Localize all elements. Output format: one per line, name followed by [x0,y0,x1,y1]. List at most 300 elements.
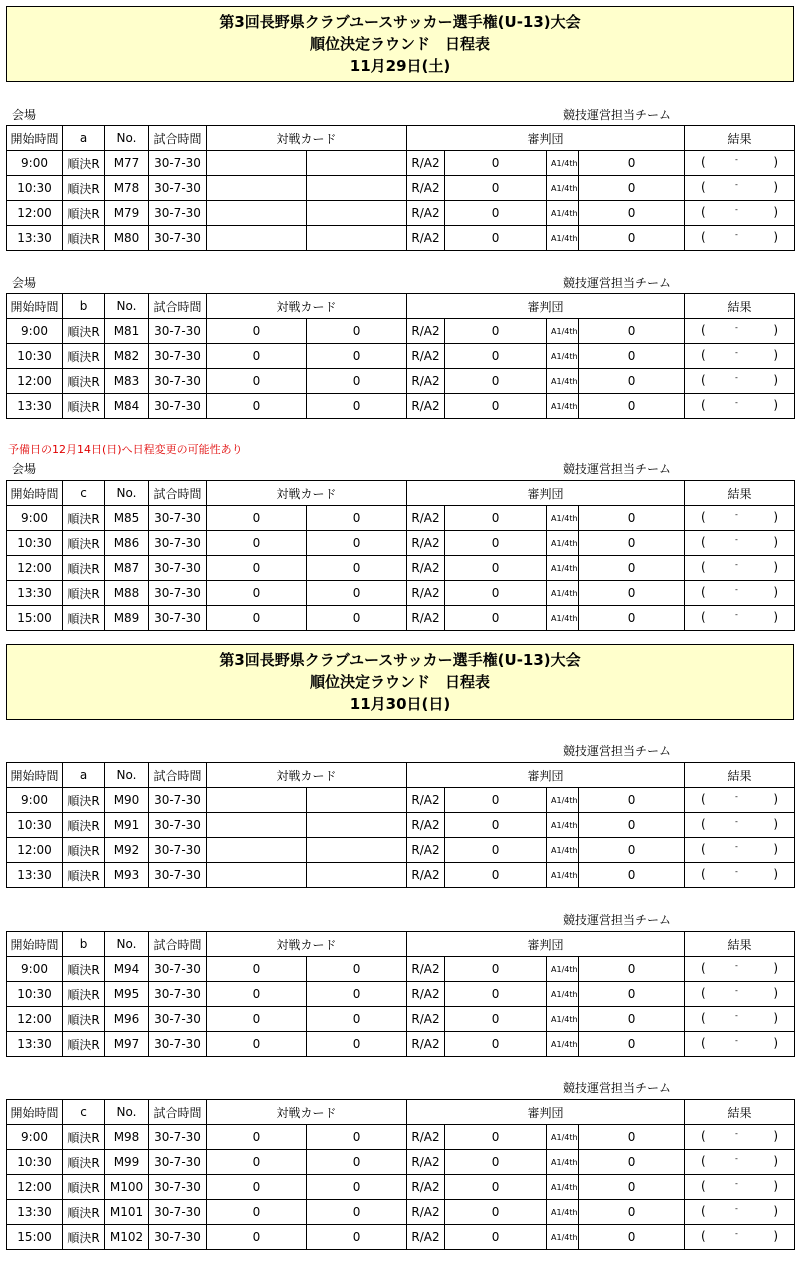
header-group: b [63,294,105,319]
result-dash: - [735,1229,738,1238]
referee-label: R/A2 [407,813,445,838]
referee-label: R/A2 [407,1175,445,1200]
schedule-table [6,931,795,1057]
start-time: 9:00 [7,1125,63,1150]
start-time: 9:00 [7,957,63,982]
result-close: ) [773,230,779,244]
duty-team-label: 競技運営担当チーム [563,1081,672,1095]
round-label: 順決R [63,581,105,606]
result-close: ) [773,510,779,524]
result-close: ) [773,610,779,624]
match-result [685,226,795,251]
table-row [7,369,795,394]
table-row [7,394,795,419]
table-row [7,344,795,369]
assistant-label: A1/4th [547,1225,579,1250]
team-2: 0 [307,606,407,631]
referee-value: 0 [445,813,547,838]
result-open: ( [701,1011,706,1025]
referee-value: 0 [445,1225,547,1250]
match-duration: 30-7-30 [149,813,207,838]
result-open: ( [701,1036,706,1050]
assistant-value: 0 [579,957,685,982]
referee-value: 0 [445,788,547,813]
result-close: ) [773,986,779,1000]
start-time: 15:00 [7,1225,63,1250]
result-dash: - [735,398,738,407]
day1-title-banner [6,6,794,82]
result-open: ( [701,560,706,574]
team-1: 0 [207,319,307,344]
match-duration: 30-7-30 [149,506,207,531]
start-time: 9:00 [7,788,63,813]
assistant-value: 0 [579,813,685,838]
round-label: 順決R [63,863,105,888]
header-result: 結果 [685,932,795,957]
match-result [685,1125,795,1150]
team-2: 0 [307,957,407,982]
result-close: ) [773,585,779,599]
assistant-value: 0 [579,319,685,344]
start-time: 9:00 [7,506,63,531]
header-match-no: No. [105,1100,149,1125]
result-dash: - [735,1036,738,1045]
match-number: M85 [105,506,149,531]
match-result [685,1200,795,1225]
team-2 [307,838,407,863]
referee-value: 0 [445,226,547,251]
result-dash: - [735,348,738,357]
team-2: 0 [307,531,407,556]
match-result [685,982,795,1007]
result-close: ) [773,1229,779,1243]
result-open: ( [701,230,706,244]
result-open: ( [701,510,706,524]
team-1: 0 [207,1032,307,1057]
reschedule-note: 予備日の12月14日(日)へ日程変更の可能性あり [8,443,243,456]
result-dash: - [735,610,738,619]
header-referees: 審判団 [407,481,685,506]
referee-value: 0 [445,151,547,176]
result-close: ) [773,1204,779,1218]
table-row [7,1150,795,1175]
start-time: 13:30 [7,1200,63,1225]
start-time: 12:00 [7,556,63,581]
header-duration: 試合時間 [149,126,207,151]
referee-value: 0 [445,606,547,631]
match-result [685,201,795,226]
table-row [7,1007,795,1032]
team-2: 0 [307,506,407,531]
referee-value: 0 [445,1150,547,1175]
header-result: 結果 [685,126,795,151]
match-number: M80 [105,226,149,251]
header-duration: 試合時間 [149,1100,207,1125]
result-open: ( [701,155,706,169]
start-time: 13:30 [7,1032,63,1057]
match-result [685,506,795,531]
result-open: ( [701,1229,706,1243]
header-result: 結果 [685,294,795,319]
schedule-table [6,1099,795,1250]
header-result: 結果 [685,1100,795,1125]
referee-value: 0 [445,556,547,581]
header-start-time: 開始時間 [7,481,63,506]
referee-value: 0 [445,1175,547,1200]
match-number: M89 [105,606,149,631]
header-group: b [63,932,105,957]
assistant-label: A1/4th [547,319,579,344]
result-open: ( [701,398,706,412]
referee-value: 0 [445,531,547,556]
header-referees: 審判団 [407,932,685,957]
result-dash: - [735,1011,738,1020]
result-dash: - [735,1204,738,1213]
result-dash: - [735,961,738,970]
start-time: 13:30 [7,394,63,419]
round-label: 順決R [63,369,105,394]
result-close: ) [773,180,779,194]
start-time: 9:00 [7,319,63,344]
header-row [7,1100,795,1125]
round-label: 順決R [63,1200,105,1225]
table-row [7,581,795,606]
assistant-label: A1/4th [547,394,579,419]
table-row [7,863,795,888]
referee-value: 0 [445,838,547,863]
match-number: M82 [105,344,149,369]
table-row [7,201,795,226]
referee-value: 0 [445,1200,547,1225]
result-dash: - [735,155,738,164]
result-dash: - [735,510,738,519]
start-time: 10:30 [7,344,63,369]
round-label: 順決R [63,176,105,201]
referee-label: R/A2 [407,1032,445,1057]
result-open: ( [701,205,706,219]
table-row [7,556,795,581]
header-match-no: No. [105,481,149,506]
team-2: 0 [307,982,407,1007]
team-1 [207,788,307,813]
match-duration: 30-7-30 [149,1175,207,1200]
assistant-label: A1/4th [547,1007,579,1032]
referee-label: R/A2 [407,151,445,176]
schedule-table [6,762,795,888]
team-2: 0 [307,394,407,419]
assistant-value: 0 [579,176,685,201]
team-2: 0 [307,1007,407,1032]
match-duration: 30-7-30 [149,394,207,419]
referee-label: R/A2 [407,394,445,419]
referee-label: R/A2 [407,1225,445,1250]
result-dash: - [735,205,738,214]
round-label: 順決R [63,1007,105,1032]
referee-value: 0 [445,1125,547,1150]
assistant-label: A1/4th [547,344,579,369]
result-close: ) [773,1179,779,1193]
result-open: ( [701,1179,706,1193]
header-match-no: No. [105,932,149,957]
result-dash: - [735,560,738,569]
result-open: ( [701,1129,706,1143]
referee-label: R/A2 [407,1150,445,1175]
match-duration: 30-7-30 [149,226,207,251]
team-1: 0 [207,1007,307,1032]
round-label: 順決R [63,1225,105,1250]
result-close: ) [773,1011,779,1025]
referee-label: R/A2 [407,531,445,556]
table-row [7,1225,795,1250]
match-duration: 30-7-30 [149,838,207,863]
header-duration: 試合時間 [149,932,207,957]
assistant-label: A1/4th [547,176,579,201]
result-open: ( [701,348,706,362]
match-number: M98 [105,1125,149,1150]
team-1: 0 [207,982,307,1007]
team-1 [207,813,307,838]
result-dash: - [735,817,738,826]
match-number: M99 [105,1150,149,1175]
venue-label: 会場 [12,462,37,476]
match-result [685,319,795,344]
header-referees: 審判団 [407,763,685,788]
match-number: M100 [105,1175,149,1200]
team-2 [307,813,407,838]
match-number: M81 [105,319,149,344]
match-result [685,838,795,863]
team-2: 0 [307,344,407,369]
team-1: 0 [207,606,307,631]
referee-value: 0 [445,344,547,369]
team-1 [207,863,307,888]
team-1: 0 [207,1200,307,1225]
assistant-label: A1/4th [547,1125,579,1150]
assistant-label: A1/4th [547,226,579,251]
referee-label: R/A2 [407,957,445,982]
match-number: M83 [105,369,149,394]
referee-label: R/A2 [407,1200,445,1225]
table-row [7,982,795,1007]
referee-label: R/A2 [407,506,445,531]
assistant-label: A1/4th [547,957,579,982]
header-match-card: 対戦カード [207,932,407,957]
result-open: ( [701,961,706,975]
schedule-subtitle: 順位決定ラウンド 日程表 [309,35,490,53]
match-number: M93 [105,863,149,888]
assistant-value: 0 [579,606,685,631]
assistant-label: A1/4th [547,838,579,863]
match-result [685,369,795,394]
assistant-label: A1/4th [547,982,579,1007]
referee-label: R/A2 [407,369,445,394]
match-number: M77 [105,151,149,176]
header-start-time: 開始時間 [7,126,63,151]
team-2: 0 [307,1150,407,1175]
match-result [685,344,795,369]
result-open: ( [701,585,706,599]
result-dash: - [735,1154,738,1163]
assistant-value: 0 [579,1032,685,1057]
assistant-label: A1/4th [547,863,579,888]
team-1 [207,226,307,251]
team-2: 0 [307,369,407,394]
header-match-no: No. [105,126,149,151]
header-match-card: 対戦カード [207,481,407,506]
match-duration: 30-7-30 [149,1200,207,1225]
start-time: 15:00 [7,606,63,631]
header-referees: 審判団 [407,294,685,319]
table-row [7,606,795,631]
referee-value: 0 [445,506,547,531]
assistant-label: A1/4th [547,556,579,581]
referee-value: 0 [445,1007,547,1032]
match-duration: 30-7-30 [149,201,207,226]
assistant-value: 0 [579,344,685,369]
referee-value: 0 [445,176,547,201]
assistant-value: 0 [579,1125,685,1150]
header-referees: 審判団 [407,1100,685,1125]
table-row [7,1200,795,1225]
match-number: M94 [105,957,149,982]
assistant-value: 0 [579,1007,685,1032]
match-number: M101 [105,1200,149,1225]
header-duration: 試合時間 [149,294,207,319]
match-duration: 30-7-30 [149,1225,207,1250]
round-label: 順決R [63,151,105,176]
start-time: 10:30 [7,531,63,556]
start-time: 12:00 [7,1007,63,1032]
assistant-label: A1/4th [547,1200,579,1225]
tournament-title: 第3回長野県クラブユースサッカー選手権(U-13)大会 [219,651,581,669]
result-close: ) [773,323,779,337]
match-result [685,1225,795,1250]
schedule-subtitle: 順位決定ラウンド 日程表 [309,673,490,691]
team-1: 0 [207,394,307,419]
table-row [7,788,795,813]
assistant-label: A1/4th [547,201,579,226]
table-row [7,838,795,863]
referee-label: R/A2 [407,556,445,581]
start-time: 9:00 [7,151,63,176]
result-open: ( [701,323,706,337]
table-row [7,226,795,251]
duty-team-label: 競技運営担当チーム [563,462,672,476]
match-number: M95 [105,982,149,1007]
assistant-label: A1/4th [547,581,579,606]
assistant-value: 0 [579,531,685,556]
referee-label: R/A2 [407,226,445,251]
round-label: 順決R [63,556,105,581]
match-result [685,813,795,838]
result-open: ( [701,867,706,881]
start-time: 10:30 [7,176,63,201]
round-label: 順決R [63,344,105,369]
referee-value: 0 [445,1032,547,1057]
result-open: ( [701,842,706,856]
referee-label: R/A2 [407,581,445,606]
result-dash: - [735,585,738,594]
header-referees: 審判団 [407,126,685,151]
round-label: 順決R [63,957,105,982]
match-duration: 30-7-30 [149,788,207,813]
team-2: 0 [307,556,407,581]
assistant-value: 0 [579,863,685,888]
team-1 [207,201,307,226]
match-result [685,788,795,813]
venue-label: 会場 [12,276,37,290]
team-2: 0 [307,581,407,606]
table-row [7,1032,795,1057]
round-label: 順決R [63,1150,105,1175]
referee-label: R/A2 [407,982,445,1007]
match-duration: 30-7-30 [149,1007,207,1032]
team-1: 0 [207,344,307,369]
start-time: 12:00 [7,1175,63,1200]
match-number: M97 [105,1032,149,1057]
referee-value: 0 [445,581,547,606]
header-start-time: 開始時間 [7,763,63,788]
venue-label: 会場 [12,108,37,122]
team-2: 0 [307,1200,407,1225]
referee-label: R/A2 [407,838,445,863]
header-row [7,763,795,788]
team-1: 0 [207,1175,307,1200]
team-1: 0 [207,581,307,606]
result-dash: - [735,373,738,382]
result-close: ) [773,817,779,831]
match-result [685,394,795,419]
schedule-table [6,480,795,631]
assistant-label: A1/4th [547,1032,579,1057]
tournament-title: 第3回長野県クラブユースサッカー選手権(U-13)大会 [219,13,581,31]
match-result [685,1032,795,1057]
table-row [7,506,795,531]
header-group: a [63,763,105,788]
header-match-card: 対戦カード [207,294,407,319]
match-result [685,606,795,631]
team-2 [307,151,407,176]
round-label: 順決R [63,1032,105,1057]
start-time: 12:00 [7,201,63,226]
match-result [685,531,795,556]
referee-label: R/A2 [407,319,445,344]
start-time: 13:30 [7,863,63,888]
team-2: 0 [307,1175,407,1200]
result-dash: - [735,986,738,995]
match-number: M102 [105,1225,149,1250]
result-close: ) [773,348,779,362]
assistant-value: 0 [579,201,685,226]
header-match-card: 対戦カード [207,1100,407,1125]
match-number: M86 [105,531,149,556]
referee-value: 0 [445,201,547,226]
team-1: 0 [207,1150,307,1175]
assistant-value: 0 [579,838,685,863]
round-label: 順決R [63,394,105,419]
header-group: a [63,126,105,151]
header-match-no: No. [105,294,149,319]
match-number: M79 [105,201,149,226]
result-close: ) [773,1036,779,1050]
referee-label: R/A2 [407,788,445,813]
result-dash: - [735,792,738,801]
match-duration: 30-7-30 [149,1125,207,1150]
referee-label: R/A2 [407,344,445,369]
assistant-value: 0 [579,1200,685,1225]
assistant-value: 0 [579,226,685,251]
assistant-value: 0 [579,394,685,419]
